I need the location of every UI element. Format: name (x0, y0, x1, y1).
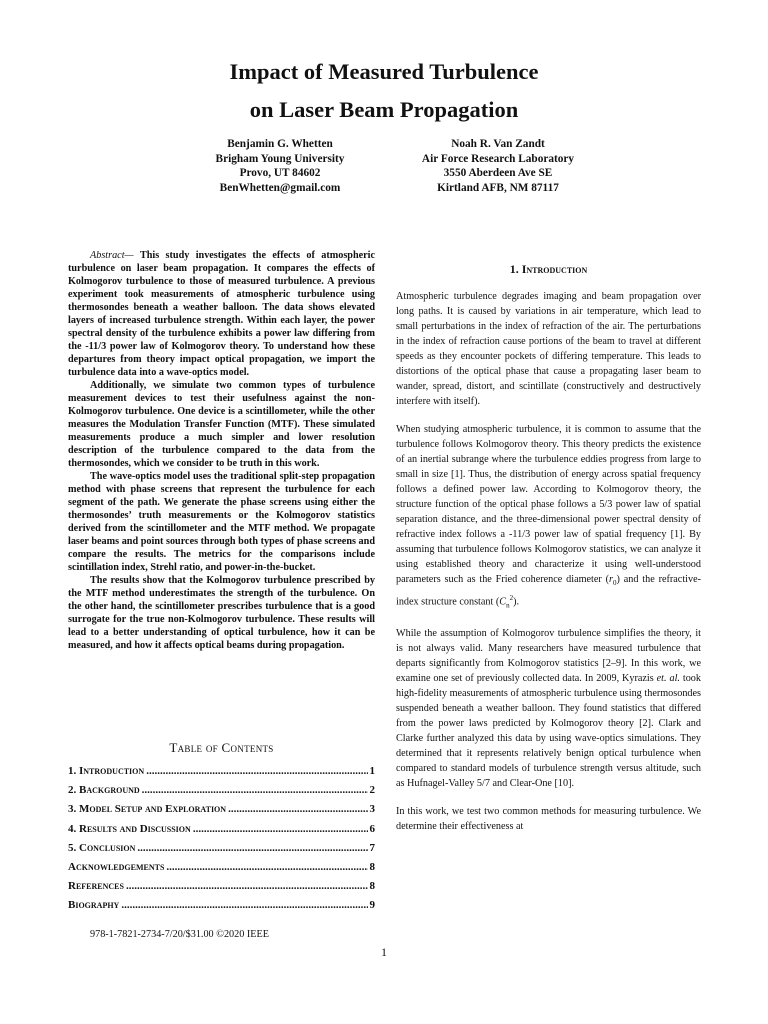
table-of-contents (68, 765, 375, 919)
abstract-text-1: This study investigates the effects of atmospheric turbulence on laser beam propagation. It compares the effects of Kolmogorov turbulence to those of measured turbulence. A previous experiment took measurements of atmospheric turbulence using thermosondes beneath a weather balloon. The data shows elevated layers of increased turbulence strength. Within each layer, the power spectral density of the turbulence exhibits a power law differing from the -11/3 power law of Kolmogorov theory. To understand how these departures from theory impact optical propagation, we import the turbulence data into a wave-optics model. (68, 250, 376, 378)
toc-entry-page: 8 (369, 880, 375, 893)
toc-entry[interactable] (68, 842, 375, 861)
intro-paragraph-1: Atmospheric turbulence degrades imaging and beam propagation over long paths. It is caused by variations in air temperature, which lead to small perturbations in the index of refraction of the air. The perturbations in the index of refraction cause portions of the beam to travel at different speeds as they encounter pockets of differing temperature. This leads to distortions of the optical phase that cause a propagating laser beam to wander, spread, distort, and scintillate (constructively and destructively interfere with itself). (396, 291, 701, 407)
toc-entry-label: References (68, 880, 124, 893)
abstract-paragraph-1 (68, 249, 375, 379)
cn2-symbol: C (499, 596, 507, 608)
abstract-paragraph-3: The wave-optics model uses the traditional split-step propagation method with phase screens that represent the turbulence for each segment of the path. We generate the phase screens using either the thermosondes’ truth measurements or the Kolmogorov statistics derived from the scintillometer and the MTF method. We propagate laser beams and point sources through both types of phase screens and compare the results. The metrics for the comparisons include scintillation index, Strehl ratio, and power-in-the-bucket. (68, 471, 375, 573)
intro-p3-b: took high-fidelity measurements of atmospheric turbulence using thermosondes suspended beneath a weather balloon. They found statistics that differed from the power laws predicted by Kolmogorov theory [2]. Clark and Clarke further analyzed this data by using wave-optics simulations. They determined that it represents relatively benign optical turbulence when compared to standard models of turbulence strength versus altitude, such as Hufnagel-Valley 5/7 and Clear-One [10]. (396, 673, 701, 790)
toc-entry-label: Acknowledgements (68, 860, 165, 873)
toc-entry-label: 1. Introduction (68, 765, 145, 777)
toc-leader (126, 880, 368, 892)
intro-p3-a: While the assumption of Kolmogorov turbulence simplifies the theory, it is not always valid. Many researchers have measured turbulence that departs significantly from Kolmogorov statistics [2–9]. In this work, we examine one set of previously collected data. In 2009, Kyrazis (396, 628, 701, 685)
toc-entry[interactable] (68, 880, 375, 899)
toc-entry[interactable] (68, 899, 375, 918)
title-line-2: on Laser Beam Propagation (249, 97, 519, 122)
abstract-paragraph-4: The results show that the Kolmogorov turbulence prescribed by the MTF method underestimates the strength of the turbulence. On the other hand, the scintillometer prescribes turbulence that is a good surrogate for the true non-Kolmogorov turbulence. These results will lead to a better understanding of optical turbulence, how it can be measured, and how it affects optical beams during propagation. (68, 575, 375, 651)
introduction-body (396, 289, 701, 847)
intro-paragraph-2 (396, 422, 701, 613)
toc-entry[interactable] (68, 823, 375, 842)
intro-p2-main: When studying atmospheric turbulence, it is common to assume that the turbulence follows Kolmogorov theory. This theory predicts the existence of an inertial subrange where the turbulence eddies progress from large to small in size [1]. Thus, the distribution of energy across spatial frequency follows a defined power law. According to Kolmogorov theory, the structure function of the optical phase follows a 5/3 power law of spatial separation distance, and the three-dimensional power spectral density of refractive index follows a -11/3 power law of spatial frequency [1]. By assuming that turbulence follows Kolmogorov statistics, we can analyze it using established theory and characterize it using well-understood parameters such as the Fried coherence diameter ( (396, 424, 701, 585)
toc-entry-label: Biography (68, 899, 120, 912)
toc-leader (146, 765, 367, 777)
intro-p2-end: ). (513, 596, 520, 608)
toc-entry[interactable] (68, 765, 375, 784)
toc-entry-label: 3. Model Setup and Exploration (68, 803, 227, 816)
toc-leader (142, 784, 368, 796)
toc-entry-page: 3 (369, 803, 375, 816)
page-number: 1 (381, 945, 387, 959)
r0-subscript: 0 (613, 579, 617, 588)
author-affiliation: Air Force Research Laboratory (421, 152, 575, 165)
author-affiliation: Brigham Young University (215, 152, 345, 165)
toc-entry[interactable] (68, 861, 375, 880)
toc-entry[interactable] (68, 803, 375, 822)
abstract-dash: — (124, 250, 140, 261)
author-address: 3550 Aberdeen Ave SE (443, 167, 553, 180)
title-line-1: Impact of Measured Turbulence (229, 59, 539, 84)
toc-leader (137, 842, 367, 854)
toc-entry-label: 5. Conclusion (68, 841, 136, 854)
cn2-subscript: n (506, 601, 510, 610)
toc-entry-page: 9 (369, 899, 375, 912)
introduction-heading: 1. Introduction (509, 262, 588, 276)
intro-p2-mid: ) and the refractive-index structure constant ( (396, 574, 701, 608)
abstract-label: Abstract (90, 250, 125, 261)
author-location: Kirtland AFB, NM 87117 (437, 181, 559, 194)
abstract (68, 249, 375, 652)
toc-entry[interactable] (68, 784, 375, 803)
intro-paragraph-3 (396, 626, 701, 791)
author-name: Benjamin G. Whetten (227, 138, 333, 150)
intro-paragraph-4: In this work, we test two common methods for measuring turbulence. We determine their effectiveness at (396, 806, 701, 833)
r0-symbol: r (609, 574, 613, 585)
toc-title: Table of Contents (169, 740, 274, 755)
toc-entry-page: 7 (369, 841, 375, 854)
author-block-2 (398, 137, 598, 195)
toc-entry-label: 4. Results and Discussion (68, 822, 191, 835)
toc-leader (193, 823, 368, 835)
toc-leader (166, 861, 367, 873)
toc-entry-page: 1 (369, 765, 375, 777)
toc-entry-page: 2 (369, 784, 375, 797)
abstract-paragraph-2: Additionally, we simulate two common types of turbulence measurement devices to test their usefulness against the non-Kolmogorov turbulence. One device is a scintillometer, while the other measures the Modulation Transfer Function (MTF). These simulated measurements produce a much simpler and lower resolution description of the turbulence compared to the data from the thermosondes, which we consider to be truth in this work. (68, 380, 375, 469)
toc-leader (121, 899, 367, 911)
toc-entry-page: 6 (369, 822, 375, 835)
toc-leader (228, 803, 367, 815)
author-email: BenWhetten@gmail.com (219, 181, 341, 194)
et-al: et. al. (656, 673, 680, 685)
cn2-superscript: 2 (509, 594, 514, 603)
author-name: Noah R. Van Zandt (451, 138, 545, 150)
author-block-1 (180, 137, 380, 195)
toc-entry-label: 2. Background (68, 784, 140, 797)
copyright-footer: 978-1-7821-2734-7/20/$31.00 ©2020 IEEE (90, 929, 269, 940)
toc-entry-page: 8 (369, 860, 375, 873)
author-address: Provo, UT 84602 (239, 167, 321, 180)
